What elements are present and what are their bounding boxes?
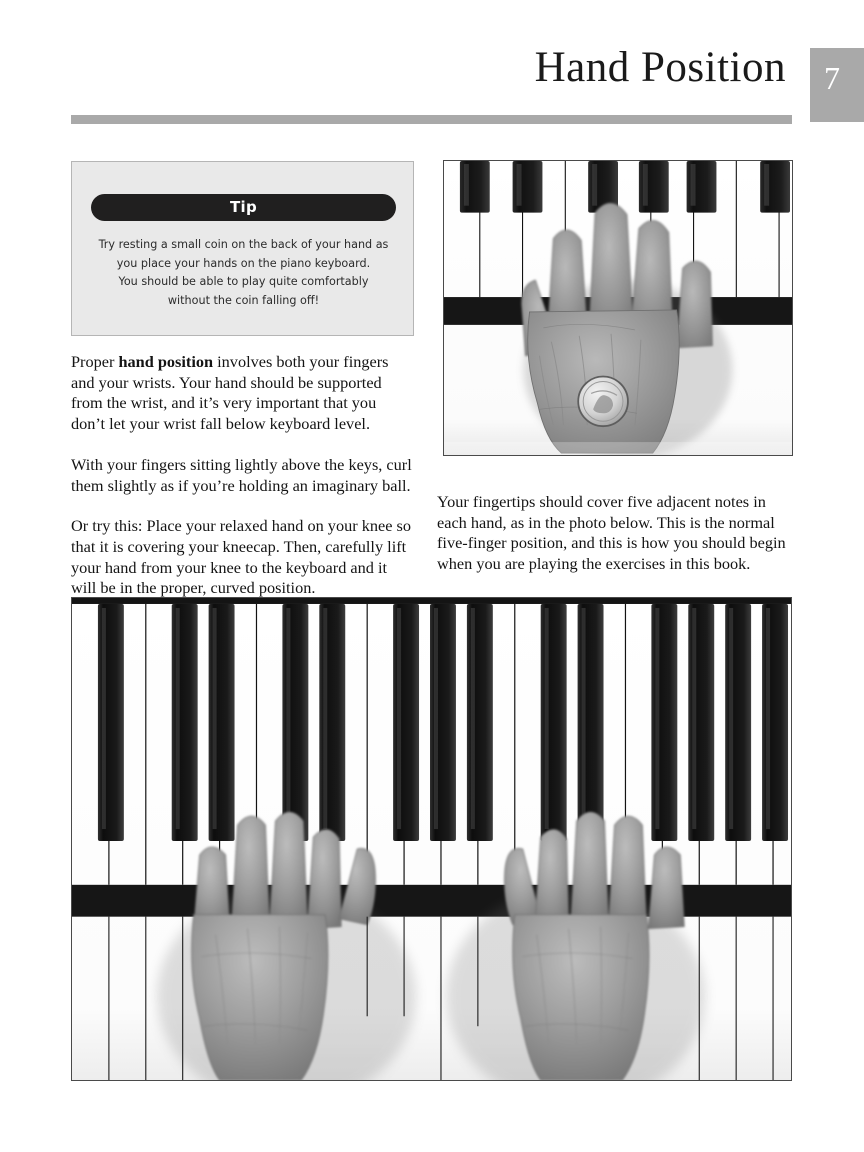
paragraph-curled-fingers: With your fingers sitting lightly above the keys, curl them slightly as if you’re holding an imaginary ball. — [71, 454, 412, 495]
coin-on-hand — [578, 377, 628, 427]
photo-single-hand-with-coin — [443, 160, 793, 456]
tip-heading-pill — [91, 194, 396, 221]
tip-box — [71, 161, 414, 336]
left-text-column — [71, 352, 414, 599]
tip-heading-label: Tip — [229, 198, 257, 216]
paragraph-five-finger-position: Your fingertips should cover five adjacent notes in each hand, as in the photo below. This is the normal five-finger position, and this is how you should begin when you are playing the exercises in this book. — [437, 492, 786, 574]
bold-term-hand-position: hand position — [118, 352, 214, 371]
tip-line: without the coin falling off! — [167, 293, 320, 307]
page-header — [0, 0, 864, 135]
page-number: 7 — [824, 60, 840, 96]
tip-line: you place your hands on the piano keyboard. — [116, 256, 371, 270]
photo-two-hands-five-finger-position — [71, 597, 792, 1081]
right-text-column — [437, 492, 792, 575]
page-number-box — [810, 48, 864, 122]
tip-line: You should be able to play quite comfortably — [118, 275, 369, 288]
header-divider-rule — [71, 115, 792, 124]
paragraph-text-lead: Proper — [71, 352, 119, 371]
paragraph-hand-position — [71, 352, 414, 435]
single-hand-keyboard-illustration — [444, 161, 792, 455]
tip-line: Try resting a small coin on the back of your hand as — [98, 238, 389, 251]
tip-body-text — [92, 236, 395, 310]
paragraph-text-rest: involves both your fingers and your wrists. Your hand should be supported from the wrist, and it’s very important that you don’t let your wrist fall below keyboard level. — [71, 352, 389, 434]
two-hands-keyboard-illustration — [72, 598, 791, 1080]
page-title: Hand Position — [534, 44, 786, 91]
paragraph-knee-technique: Or try this: Place your relaxed hand on your knee so that it is covering your kneecap. Then, carefully lift your hand from your knee to the keyboard and it will be in the proper, curved position. — [71, 516, 412, 598]
